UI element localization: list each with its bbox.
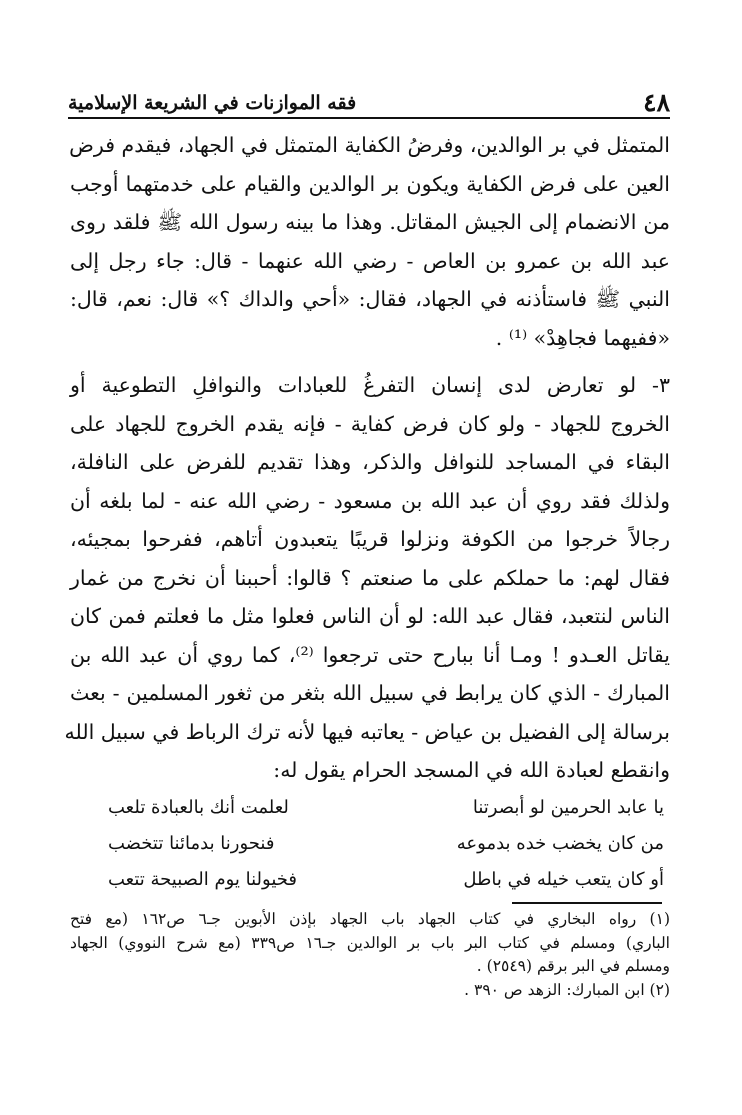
footnote-divider	[512, 902, 662, 904]
text-line: المبارك - الذي كان يرابط في سبيل الله بثغر من ثغور المسلمين - بعث	[70, 681, 670, 705]
running-title: فقه الموازنات في الشريعة الإسلامية	[68, 92, 357, 114]
footnote-line: (٢) ابن المبارك: الزهد ص ٣٩٠ .	[464, 980, 670, 999]
text-line: «ففيهما فجاهِدْ» ⁽¹⁾ .	[495, 325, 670, 350]
verse-second-hemistich: فخيولنا يوم الصبيحة تتعب	[108, 869, 297, 890]
poem-verse	[108, 790, 664, 826]
text-line: الخروج للجهاد - ولو كان فرض كفاية - فإنه يقدم الخروج للجهاد على	[70, 411, 670, 436]
main-text	[64, 126, 670, 790]
text-line: المتمثل في بر الوالدين، وفرضُ الكفاية المتمثل في الجهاد، فيقدم فرض	[69, 133, 670, 157]
text-line: فقال لهم: ما حملكم على ما صنعتم ؟ قالوا: أحببنا أن نخرج من غمار	[70, 565, 670, 590]
paragraph-2	[64, 366, 670, 790]
verse-second-hemistich: فنحورنا بدمائنا تتخضب	[108, 833, 275, 854]
paragraph-gap	[70, 357, 670, 366]
text-line: النبي ﷺ فاستأذنه في الجهاد، فقال: «أحي والداك ؟» قال: نعم، قال:	[70, 287, 670, 311]
verse-first-hemistich: أو كان يتعب خيله في باطل	[463, 869, 664, 890]
text-line: البقاء في المساجد للنوافل والذكر، وهذا تقديم للفرض على النافلة،	[70, 450, 670, 474]
poem-verse	[108, 826, 664, 862]
text-line: من الانضمام إلى الجيش المقاتل. وهذا ما بينه رسول الله ﷺ فلقد روى	[70, 210, 670, 234]
footnote-line: الباري) ومسلم في كتاب البر باب بر الوالدين جـ١٦ ص٣٣٩ (مع شرح النووي) الجهاد	[70, 933, 670, 952]
poem	[108, 790, 664, 898]
text-line: برسالة إلى الفضيل بن عياض - يعاتبه فيها لأنه ترك الرباط في سبيل الله	[64, 719, 670, 744]
text-line: عبد الله بن عمرو بن العاص - رضي الله عنهما - قال: جاء رجل إلى	[70, 248, 670, 273]
paragraph-1	[70, 126, 670, 357]
header-divider	[68, 117, 670, 119]
footnote-line: (١) رواه البخاري في كتاب الجهاد باب الجهاد بإذن الأبوين جـ٦ ص١٦٢ (مع فتح	[70, 910, 670, 928]
footnote-1	[70, 908, 670, 979]
footnote-2	[70, 979, 670, 1003]
page-header	[68, 78, 670, 118]
verse-first-hemistich: من كان يخضب خده بدموعه	[456, 833, 664, 854]
text-line: رجالاً خرجوا من الكوفة ونزلوا قريبًا يتعبدون أتاهم، ففرحوا بمجيئه،	[70, 527, 670, 551]
text-line: ٣- لو تعارض لدى إنسان التفرغُ للعبادات والنوافلِ التطوعية أو	[70, 373, 670, 397]
text-line: يقاتل العـدو ! ومـا أنا ببارح حتى ترجعوا ⁽²⁾، كما روي أن عبد الله بن	[70, 642, 670, 667]
text-line: ولذلك فقد روي أن عبد الله بن مسعود - رضي الله عنه - لما بلغه أن	[70, 488, 670, 513]
poem-verse	[108, 862, 664, 898]
text-line: الناس لنتعبد، فقال عبد الله: لو أن الناس فعلوا مثل ما فعلتم فمن كان	[70, 604, 670, 628]
verse-second-hemistich: لعلمت أنك بالعبادة تلعب	[108, 797, 289, 818]
footnotes	[70, 908, 670, 1002]
page-number: ٤٨	[643, 88, 670, 117]
footnote-line: ومسلم في البر برقم (٢٥٤٩) .	[476, 957, 670, 975]
verse-first-hemistich: يا عابد الحرمين لو أبصرتنا	[472, 797, 664, 818]
text-line: وانقطع لعبادة الله في المسجد الحرام يقول له:	[273, 758, 670, 782]
text-line: العين على فرض الكفاية ويكون بر الوالدين والقيام على خدمتهما أوجب	[70, 171, 670, 196]
